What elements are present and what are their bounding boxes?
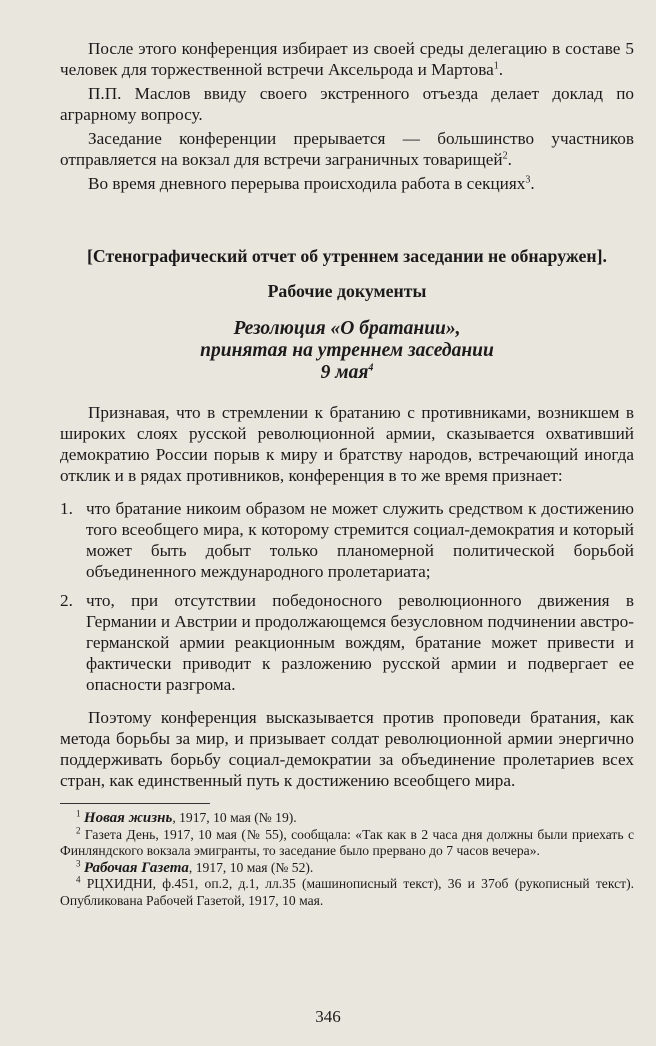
page-body (60, 38, 634, 909)
resolution-intro: Признавая, что в стремлении к братанию с противниками, возникшем в широких слоях русской революционной армии, сказывается охвативший демократию России порыв к миру и братству народов, встречающий иногда отклик и в рядах противников, конференция в то же время признает: (60, 403, 634, 485)
footnote-ref-4[interactable]: 4 (368, 362, 374, 374)
footnote-1: $^1$ Новая жизнь, 1917, 10 мая (№ 19). (76, 808, 297, 826)
resolution-points (60, 498, 634, 695)
footnote-4: $^4$ РЦХИДНИ, ф.451, оп.2, д.1, лл.35 (машинописный текст), 36 и 37об (рукописный текст). Опубликована Рабочей Газетой, 1917, 10 мая. (60, 874, 634, 908)
footnote-ref-3[interactable]: 3 (525, 174, 531, 186)
resolution-title: Резолюция «О братании», принятая на утреннем заседании 9 мая$^4$ (200, 318, 494, 383)
footnote-divider (60, 803, 210, 804)
list-item: 2. что, при отсутствии победоносного революционного движения в Германии и Австрии и продолжающемся безусловном подчинении австро-германской армии реакционным вождям, братание может привести и фактически приводит к разложению русской армии и подвергает ее опасности разгрома. (60, 591, 634, 694)
page-number: 346 (315, 1007, 341, 1026)
list-item: 1. что братание никоим образом не может служить средством к достижению того всеобщего мира, к которому стремится социал-демократия и который может быть добыт только планомерной политической борьбой объединенного международного пролетариата; (60, 499, 634, 581)
footnotes (60, 810, 634, 909)
paragraph-sections: Во время дневного перерыва происходила работа в секциях$^3$. (88, 174, 535, 193)
paragraph-interruption: Заседание конференции прерывается — большинство участников отправляется на вокзал для встречи заграничных товарищей$^2$. (60, 129, 634, 169)
footnote-ref-1[interactable]: 1 (493, 60, 499, 72)
footnote-2: $^2$ Газета День, 1917, 10 мая (№ 55), сообщала: «Так как в 2 часа дня должны были приехать с Финляндского вокзала эмигранты, то заседание было прервано до 7 часов вечера». (60, 824, 634, 858)
footnote-3: $^3$ Рабочая Газета, 1917, 10 мая (№ 52). (76, 857, 314, 876)
stenogram-note: [Стенографический отчет об утреннем заседании не обнаружен]. (86, 246, 608, 266)
resolution-conclusion: Поэтому конференция высказывается против проповеди братания, как метода борьбы за мир, и призывает солдат революционной армии энергично поддерживать борьбу социал-демократии за объединение пролетариев всех стран, как единственный путь к достижению всеобщего мира. (60, 708, 634, 790)
paragraph-delegation: После этого конференция избирает из своей среды делегацию в составе 5 человек для торжественной встречи Аксельрода и Мартова$^1$. (60, 39, 634, 79)
paragraph-maslov: П.П. Маслов ввиду своего экстренного отъезда делает доклад по аграрному вопросу. (60, 84, 634, 124)
footnote-ref-2[interactable]: 2 (502, 150, 508, 162)
section-heading: Рабочие документы (267, 281, 427, 301)
